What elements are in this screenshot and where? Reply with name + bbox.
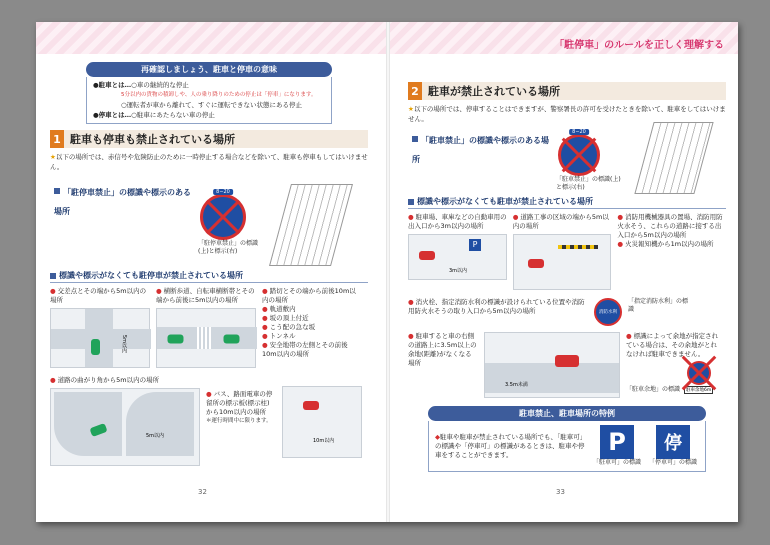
stopping-ok-sign: 停 — [656, 425, 690, 459]
right-page: 2 駐車が禁止されている場所 ★以下の場所では、停車することはできますが、警察署長の許可を受けたときを除いて、駐車をしてはいけません。 「駐車禁止」の標識や標示のある場所 8−20 「駐車禁止」の標識(上)と標示(右) 標識や標示がなくても駐車が禁止されている場所 ● 駐車場、車庫などの自動車用の出入口から3m以内の場所 P 3m以内 ● 道路工事の区域の端から5m以内の場所 ● 消防用機械器具の置場、消防用防火水そう、これらの道路に接する出入口から5m以内の場所 ● 火災報知機から1m以内の場所 ● 消火栓、指定消防水利の標識が設けられている位置や消防用防火水そうの取り入口から5m以内の場所 消防水利 「指定消防水利」の標識 ● 駐車すると車の右側の道路上に3.5m以上の余地(距離)がなくなる場所 3.5m未満 ● 標識によって余地が指定されている場合は、その余地がとれなければ駐車できません。 「駐車余地」の標識 駐車余地6m 駐車禁止、駐車場所の特例 ◆駐車や駐車が禁止されている場所でも、「駐車可」の標識や「停車可」の標識があるときは、駐車や停車をすることができます。 P 「駐車可」の標識 停 「停車可」の標識 33 — [408, 62, 726, 502]
special-box: ◆駐車や駐車が禁止されている場所でも、「駐車可」の標識や「停車可」の標識があるときは、駐車や停車をすることができます。 P 「駐車可」の標識 停 「停車可」の標識 — [428, 421, 706, 472]
parking-sign-caption: 「駐車禁止」の標識(上)と標示(右) — [556, 176, 621, 191]
section1-heading: 1 駐車も停車も禁止されている場所 — [50, 130, 368, 148]
bus-note: ＊運行時間中に限ります。 — [206, 418, 272, 424]
construction-illustration — [513, 234, 612, 290]
recheck-title: 再確認しましょう、駐車と停車の意味 — [86, 62, 332, 77]
header-title: 「駐停車」のルールを正しく理解する — [554, 40, 724, 51]
parking-ok-sign: P — [600, 425, 634, 459]
garage-item: ● 駐車場、車庫などの自動車用の出入口から3m以内の場所 — [408, 213, 507, 230]
book-spread — [36, 22, 738, 522]
stop-sign-caption: 「駐停車禁止」の標識(上)と標示(右) — [198, 240, 259, 255]
hydrant-caption: 「指定消防水利」の標識 — [628, 298, 689, 313]
recheck-box: ●駐車とは…○車の継続的な停止 5分以内の貨物の積卸しや、人の乗り降りのための停止は「停車」になります。 ○運転者が車から離れて、すぐに運転できない状態にある停止 ●停車とは…○駐車にあたらない車の停止 — [86, 77, 332, 124]
section1-para: ★以下の場所では、赤信号や危険防止のために一時停止する場合などを除いて、駐車も停車もしてはいけません。 — [50, 153, 368, 171]
curb-illustration — [269, 184, 353, 266]
hydrant-sign: 消防水利 — [594, 298, 622, 326]
page-number-left: 32 — [198, 488, 207, 496]
clearance-note: ● 標識によって余地が指定されている場合は、その余地がとれなければ駐車できません。 — [626, 332, 719, 358]
curve-item: ● 道路の曲がり角から5m以内の場所 — [50, 376, 160, 384]
hydrant-item: ● 消火栓、指定消防水利の標識が設けられている位置や消防用防火水そうの取り入口から5m以内の場所 — [408, 298, 585, 315]
yochi-sign — [687, 361, 711, 385]
fire-list: ● 消防用機械器具の置場、消防用防火水そう、これらの道路に接する出入口から5m以内の場所 ● 火災報知機から1m以内の場所 — [617, 213, 723, 248]
clearance-illustration: 3.5m未満 — [484, 332, 620, 398]
clearance-item: ● 駐車すると車の右側の道路上に3.5m以上の余地(距離)がなくなる場所 — [408, 332, 477, 367]
no-parking-sign: 8−20 — [558, 134, 600, 176]
parking-note: 5分以内の貨物の積卸しや、人の乗り降りのための停止は「停車」になります。 — [121, 92, 317, 98]
intersection-illustration: 5m以内 — [50, 308, 150, 368]
special-title: 駐車禁止、駐車場所の特例 — [428, 406, 706, 421]
parking-sign-heading: 「駐車禁止」の標識や標示のある場所 — [412, 136, 549, 164]
curve-illustration: 5m以内 — [50, 388, 200, 466]
no-stopping-sign: 8−20 — [200, 194, 246, 240]
bus-stop-item: ● バス、路面電車の停留所の標示板(標示柱)から10m以内の場所 — [206, 390, 273, 416]
section2-para: ★以下の場所では、停車することはできますが、警察署長の許可を受けたときを除いて、駐車をしてはいけません。 — [408, 105, 726, 123]
crosswalk-illustration — [156, 308, 256, 368]
misc-list: ● 踏切とその端から前後10m以内の場所 ● 軌道敷内 ● 坂の頂上付近 ● こう配の急な坂 ● トンネル ● 安全地帯の左側とその前後10m以内の場所 — [262, 287, 356, 358]
special-text: ◆駐車や駐車が禁止されている場所でも、「駐車可」の標識や「停車可」の標識があるときは、駐車や停車をすることができます。 — [435, 432, 585, 459]
section2-heading: 2 駐車が禁止されている場所 — [408, 82, 726, 100]
gutter — [386, 22, 390, 522]
crosswalk-item: ● 横断歩道、自転車横断帯とその端から前後に5m以内の場所 — [156, 287, 255, 304]
bus-stop-illustration: 10m以内 — [282, 386, 362, 458]
no-sign-heading: 標識や標示がなくても駐停車が禁止されている場所 — [50, 270, 368, 283]
stop-sign-heading: 「駐停車禁止」の標識や標示のある場所 — [54, 188, 191, 216]
no-sign-parking-heading: 標識や標示がなくても駐車が禁止されている場所 — [408, 196, 726, 209]
construction-item: ● 道路工事の区域の端から5m以内の場所 — [512, 213, 609, 230]
page-number-right: 33 — [556, 488, 565, 496]
garage-illustration: P 3m以内 — [408, 234, 507, 280]
left-page — [50, 62, 368, 502]
intersection-item: ● 交差点とその端から5m以内の場所 — [50, 287, 147, 304]
curb-illustration-right — [634, 122, 713, 194]
